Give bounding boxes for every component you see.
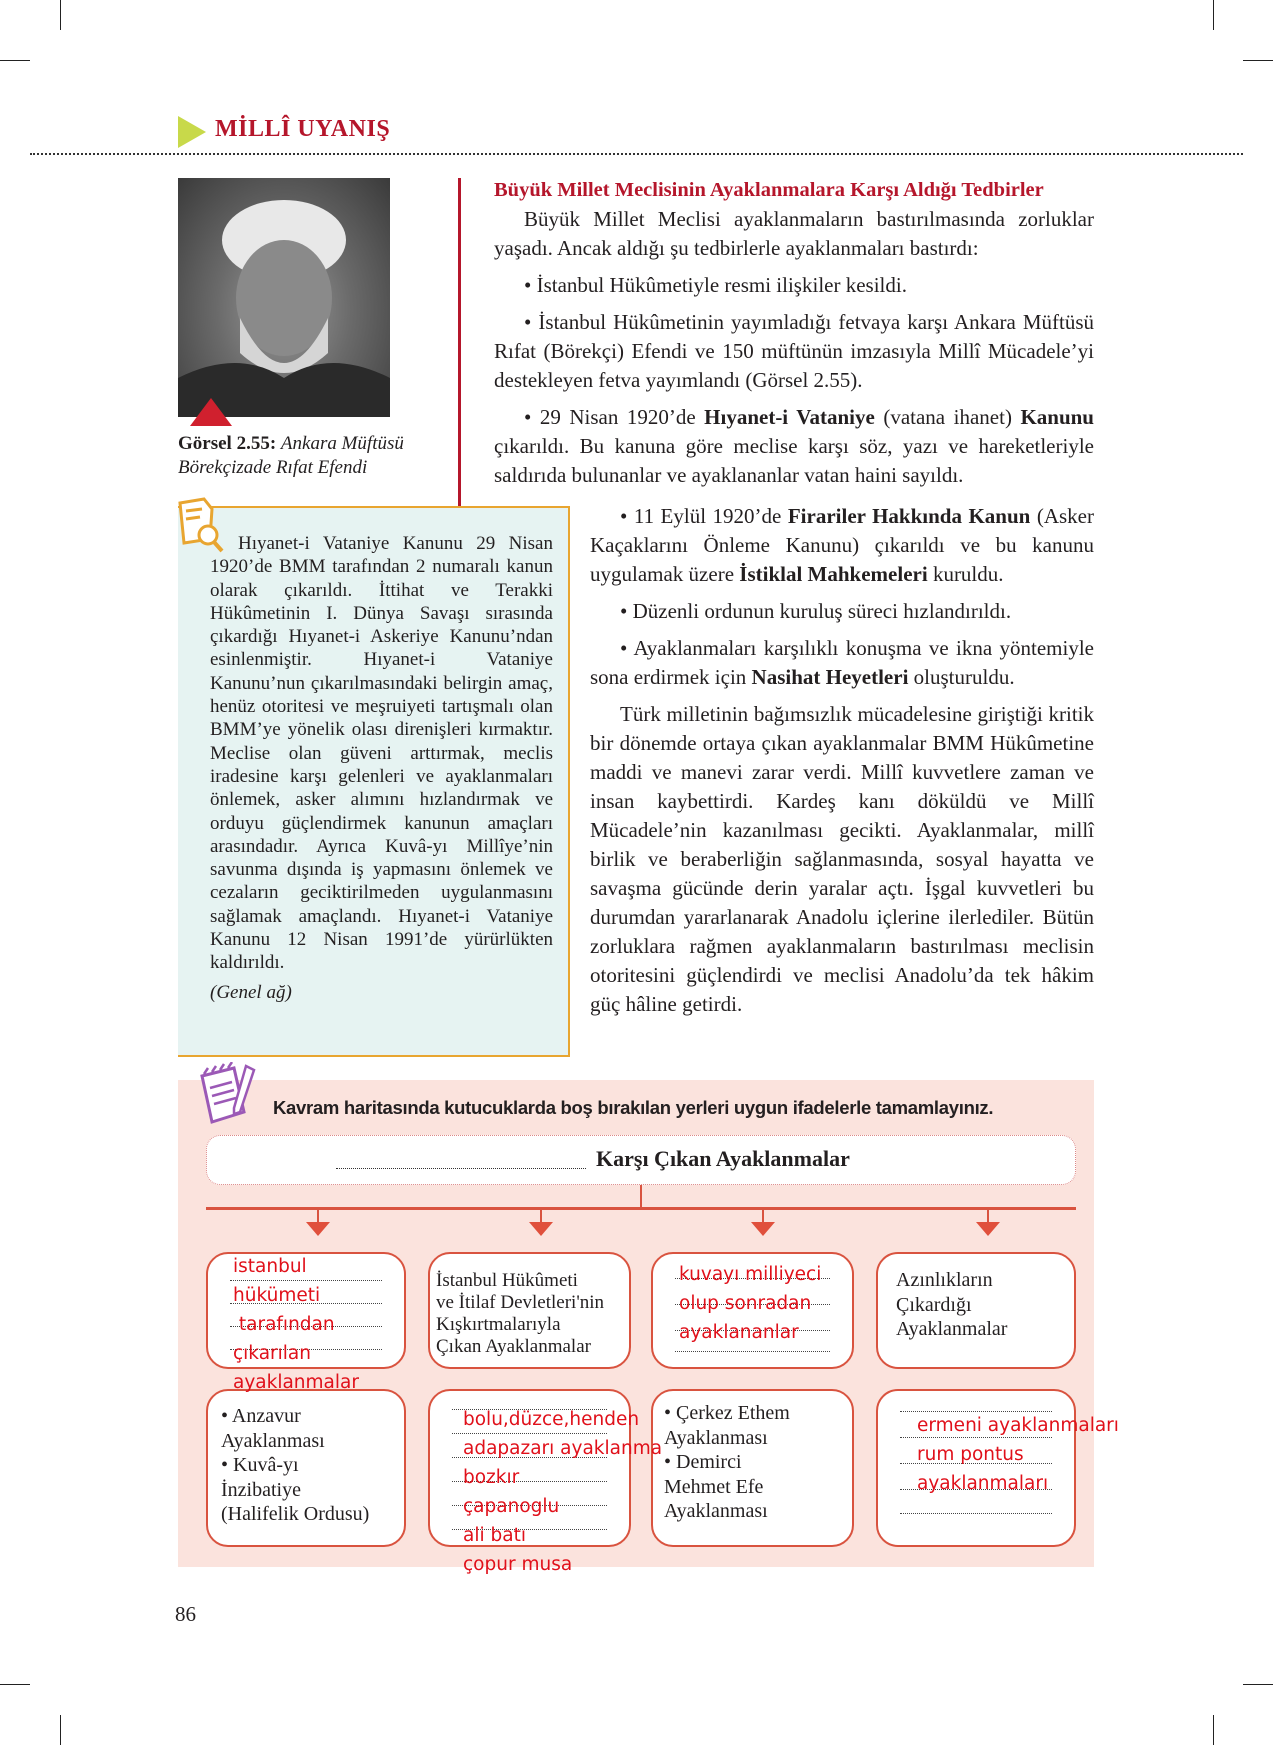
crop-mark <box>1213 1715 1214 1745</box>
arrow-down-icon <box>751 1210 775 1236</box>
handwritten-answer: ermeni ayaklanmaları rum pontus ayaklanmaları <box>917 1415 1119 1494</box>
bullet-item: • 29 Nisan 1920’de Hıyanet-i Vataniye (vatana ihanet) Kanunu çıkarıldı. Bu kanuna göre meclise karşı söz, yazı ve hareketleriyle saldırıda bulunanlar ve ayaklananlar vatan haini sayıldı. <box>494 405 1094 487</box>
column-divider <box>458 178 461 506</box>
crop-mark <box>0 1684 30 1685</box>
intro-paragraph: Büyük Millet Meclisi ayaklanmaların bastırılmasında zorluklar yaşadı. Ancak aldığı şu tedbirlerle ayaklanmaları bastırdı: <box>494 207 1094 260</box>
handwritten-answer: bolu,düzce,henden adapazarı ayaklanma bozkır çapanoglu ali batı çopur musa <box>463 1409 663 1575</box>
handwritten-answer: istanbul hükümeti tarafından çıkarılan ayaklanmalar <box>233 1256 359 1393</box>
connector-line <box>206 1207 1076 1210</box>
figure-marker-icon <box>190 398 232 426</box>
info-box-text <box>210 532 553 1004</box>
subsection-title: Büyük Millet Meclisinin Ayaklanmalara Karşı Aldığı Tedbirler <box>494 179 1044 201</box>
crop-mark <box>1243 60 1273 61</box>
arrow-down-icon <box>529 1210 553 1236</box>
bullet-item: • İstanbul Hükûmetinin yayımladığı fetvaya karşı Ankara Müftüsü Rıfat (Börekçi) Efendi ve 150 müftünün imzasıyla Millî Mücadele’yi destekleyen fetva yayımlandı (Görsel 2.55). <box>494 310 1094 392</box>
section-marker-icon <box>178 116 206 148</box>
section-title: MİLLÎ UYANIŞ <box>215 116 391 142</box>
header-divider <box>30 153 1243 155</box>
notepad-pencil-icon <box>196 1062 258 1128</box>
fill-blank-line[interactable] <box>336 1168 586 1169</box>
figure-label: Görsel 2.55: <box>178 433 277 454</box>
concept-box-text: • Anzavur Ayaklanması • Kuvâ-yı İnzibatiye (Halifelik Ordusu) <box>221 1405 370 1525</box>
figure-caption <box>178 432 458 480</box>
arrow-down-icon <box>306 1210 330 1236</box>
exercise-instruction: Kavram haritasında kutucuklarda boş bırakılan yerleri uygun ifadelerle tamamlayınız. <box>273 1097 994 1118</box>
main-text-lower <box>590 502 1094 1027</box>
crop-mark <box>60 0 61 30</box>
concept-root-title: Karşı Çıkan Ayaklanmalar <box>596 1146 850 1171</box>
caption-line: Ankara Müftüsü <box>280 433 404 454</box>
main-text-upper <box>494 176 1094 498</box>
page-number: 86 <box>175 1602 196 1626</box>
bullet-item: • Ayaklanmaları karşılıklı konuşma ve ikna yöntemiyle sona erdirmek için Nasihat Heyetleri oluşturuldu. <box>590 636 1094 689</box>
concept-box-text: • Çerkez Ethem Ayaklanması • Demirci Mehmet Efe Ayaklanması <box>664 1402 790 1522</box>
bullet-item: • Düzenli ordunun kuruluş süreci hızlandırıldı. <box>620 599 1012 623</box>
bullet-item: • 11 Eylül 1920’de Firariler Hakkında Kanun (Asker Kaçaklarını Önleme Kanunu) çıkarıldı ve bu kanunu uygulamak üzere İstiklal Mahkemeleri kuruldu. <box>590 504 1094 586</box>
crop-mark <box>1213 0 1214 30</box>
bullet-item: • İstanbul Hükûmetiyle resmi ilişkiler kesildi. <box>524 273 907 297</box>
concept-box-text: İstanbul Hükûmeti ve İtilaf Devletleri'nin Kışkırtmalarıyla Çıkan Ayaklanmalar <box>436 1270 605 1357</box>
handwritten-answer: kuvayı milliyeci olup sonradan ayaklananlar <box>679 1264 822 1343</box>
crop-mark <box>60 1715 61 1745</box>
crop-mark <box>1243 1684 1273 1685</box>
caption-line: Börekçizade Rıfat Efendi <box>178 457 368 478</box>
info-paragraph: Hıyanet-i Vataniye Kanunu 29 Nisan 1920’de BMM tarafından 2 numaralı kanun olarak çıkarıldı. İttihat ve Terakki Hükûmetinin I. Dünya Savaşı sırasında çıkardığı Hıyanet-i Askeriye Kanunu’ndan esinlenmiştir. Hıyanet-i Vataniye Kanunu’nun çıkarılmasındaki belirgin amaç, henüz otoritesi ve meşruiyeti tartışmalı olan BMM’ye yönelik olası direnişleri kırmaktır. Meclise olan güveni arttırmak, meclis iradesine karşı gelenleri ve ayaklanmaları önlemek, asker alımını hızlandırmak ve orduyu güçlendirmek kanunun amaçları arasındadır. Ayrıca Kuvâ-yı Millîye’nin savunma dışında iş yapmasını önlemek ve cezaların geciktirilmeden uygulanmasını sağlamak amaçlandı. Hıyanet-i Vataniye Kanunu 12 Nisan 1991’de yürürlükten kaldırıldı. <box>210 533 553 974</box>
arrow-down-icon <box>976 1210 1000 1236</box>
crop-mark <box>0 60 30 61</box>
connector-line <box>640 1185 642 1208</box>
portrait-photo <box>178 178 390 417</box>
info-source: (Genel ağ) <box>210 981 292 1003</box>
concept-box-text: Azınlıkların Çıkardığı Ayaklanmalar <box>896 1269 1008 1340</box>
conclusion-paragraph: Türk milletinin bağımsızlık mücadelesine giriştiği kritik bir dönemde ortaya çıkan ayaklanmalar BMM Hükûmetine maddi ve manevi zarar verdi. Millî kuvvetlere zaman ve insan kaybettirdi. Kardeş kanı döküldü ve Millî Mücadele’nin kazanılması gecikti. Ayaklanmalar, millî birlik ve beraberliğin sağlanmasında, sosyal hayatta ve savaşma gücünde derin yaralar açtı. İşgal kuvvetleri bu durumdan yararlanarak Anadolu içlerine ilerlediler. Bütün zorluklara rağmen ayaklanmaların bastırılması meclisin otoritesini güçlendirdi ve meclisi Anadolu’da tek hâkim güç hâline getirdi. <box>590 702 1094 1016</box>
